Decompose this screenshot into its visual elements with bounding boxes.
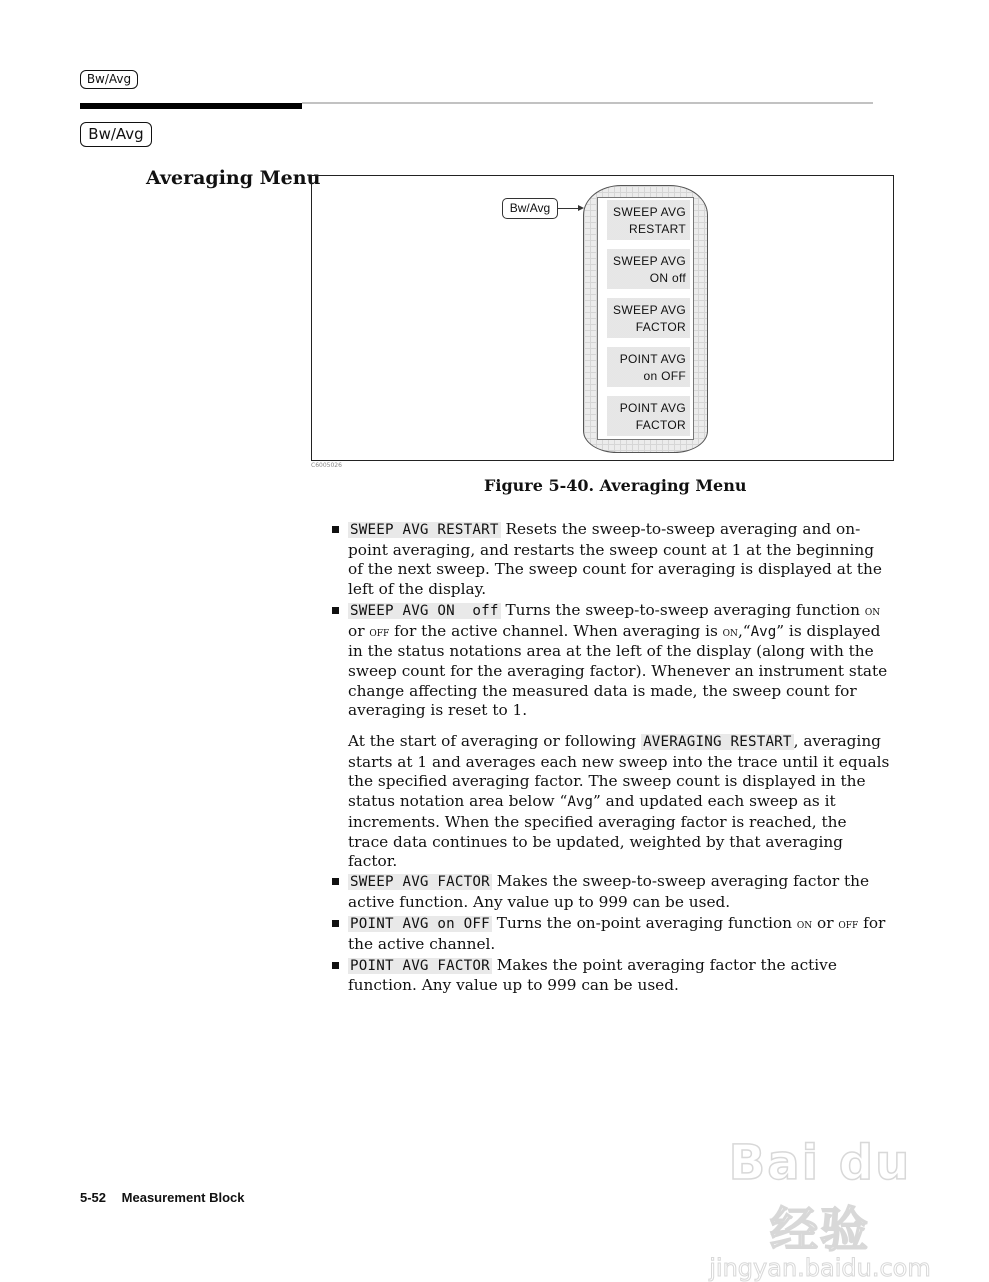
bullet-icon (332, 920, 339, 927)
bullet-list (330, 520, 890, 996)
item-text: or (348, 621, 370, 640)
figure-code: C6005026 (311, 462, 342, 469)
chapter-name: Measurement Block (121, 1190, 245, 1205)
item-text: for the active channel. When averaging is (389, 621, 723, 640)
item-text: Makes the point averaging factor the active function. Any value up to 999 can be used. (348, 955, 837, 995)
list-item (330, 914, 890, 954)
item-text: ” is displayed in the status notations area at the left of the display (along with the sweep count for the averaging factor). Whenever an instrument state change affecting the measured data is made, the sweep count for averaging is reset to 1. (348, 621, 888, 720)
softkey-sweep-avg-on-off (607, 249, 690, 289)
section-bw-avg-key: Bw/Avg (80, 122, 152, 147)
softkey-line1: POINT AVG (619, 352, 686, 366)
paragraph (330, 732, 890, 872)
item-text: ,“ (737, 621, 751, 640)
figure-caption: Figure 5-40. Averaging Menu (484, 476, 747, 495)
softkey-line2: ON off (649, 271, 686, 285)
key-label: POINT AVG FACTOR (350, 957, 490, 974)
page-footer (80, 1190, 244, 1205)
small-caps-off: off (369, 624, 390, 640)
item-text: for the active channel. (348, 914, 886, 954)
softkey-line1: SWEEP AVG (613, 205, 686, 219)
softkey-point-avg-on-off (607, 347, 690, 387)
para-text: ” and updated each sweep as it increments. When the specified averaging factor is reached, the trace data continues to be updated, weighted by that averaging factor. (348, 792, 847, 871)
key-label: SWEEP AVG FACTOR (350, 873, 490, 890)
para-text: , averaging starts at 1 and averages each new sweep into the trace until it equals the specified averaging factor. The sweep count is displayed in the status notation area below “ (348, 732, 890, 811)
softkey-line1: POINT AVG (619, 401, 686, 415)
bullet-icon (332, 607, 339, 614)
list-item (330, 872, 890, 912)
bullet-icon (332, 526, 339, 533)
bullet-icon (332, 878, 339, 885)
list-item (330, 520, 890, 600)
avg-notation: Avg (750, 623, 777, 640)
softkey-sweep-avg-restart (607, 200, 690, 240)
key-label: SWEEP AVG ON off (350, 602, 499, 619)
key-label: AVERAGING RESTART (643, 734, 792, 751)
baidu-logo-icon: Bai du 经验 (728, 1135, 912, 1258)
small-caps-on: on (722, 624, 738, 640)
watermark-url: jingyan.baidu.com (709, 1254, 931, 1282)
softkey-line1: SWEEP AVG (613, 303, 686, 317)
softkey-line2: FACTOR (635, 320, 686, 334)
item-text: Turns the sweep-to-sweep averaging function (500, 600, 865, 619)
item-text: Makes the sweep-to-sweep averaging factor the active function. Any value up to 999 can be used. (348, 871, 870, 911)
list-item (330, 601, 890, 721)
arrow-line (558, 208, 580, 209)
list-item (330, 956, 890, 996)
small-caps-off: off (838, 917, 859, 933)
small-caps-on: on (864, 603, 881, 619)
avg-notation: Avg (567, 794, 593, 811)
item-text: Resets the sweep-to-sweep averaging and on-point averaging, and restarts the sweep count at 1 at the beginning of the next sweep. The sweep count for averaging is displayed at the left of the display. (348, 520, 882, 599)
bullet-icon (332, 962, 339, 969)
header-rule-thin (302, 102, 873, 104)
header-rule-thick (80, 103, 302, 109)
key-label: SWEEP AVG RESTART (350, 522, 499, 538)
page-number: 5-52 (80, 1190, 107, 1205)
small-caps-on: on (796, 917, 813, 933)
item-text: or (812, 914, 839, 933)
softkey-line2: FACTOR (635, 418, 686, 432)
key-label: POINT AVG on OFF (350, 916, 490, 933)
section-title: Averaging Menu (146, 167, 321, 189)
item-text: Turns the on-point averaging function (491, 914, 797, 933)
running-header-bw-avg-key: Bw/Avg (80, 70, 138, 89)
softkey-line2: RESTART (629, 222, 686, 236)
softkey-point-avg-factor (607, 396, 690, 436)
para-text: At the start of averaging or following (348, 732, 642, 751)
diagram-bw-avg-hardkey: Bw/Avg (502, 198, 558, 219)
softkey-sweep-avg-factor (607, 298, 690, 338)
softkey-line1: SWEEP AVG (613, 254, 686, 268)
softkey-line2: on OFF (643, 369, 686, 383)
watermark (700, 1135, 940, 1282)
